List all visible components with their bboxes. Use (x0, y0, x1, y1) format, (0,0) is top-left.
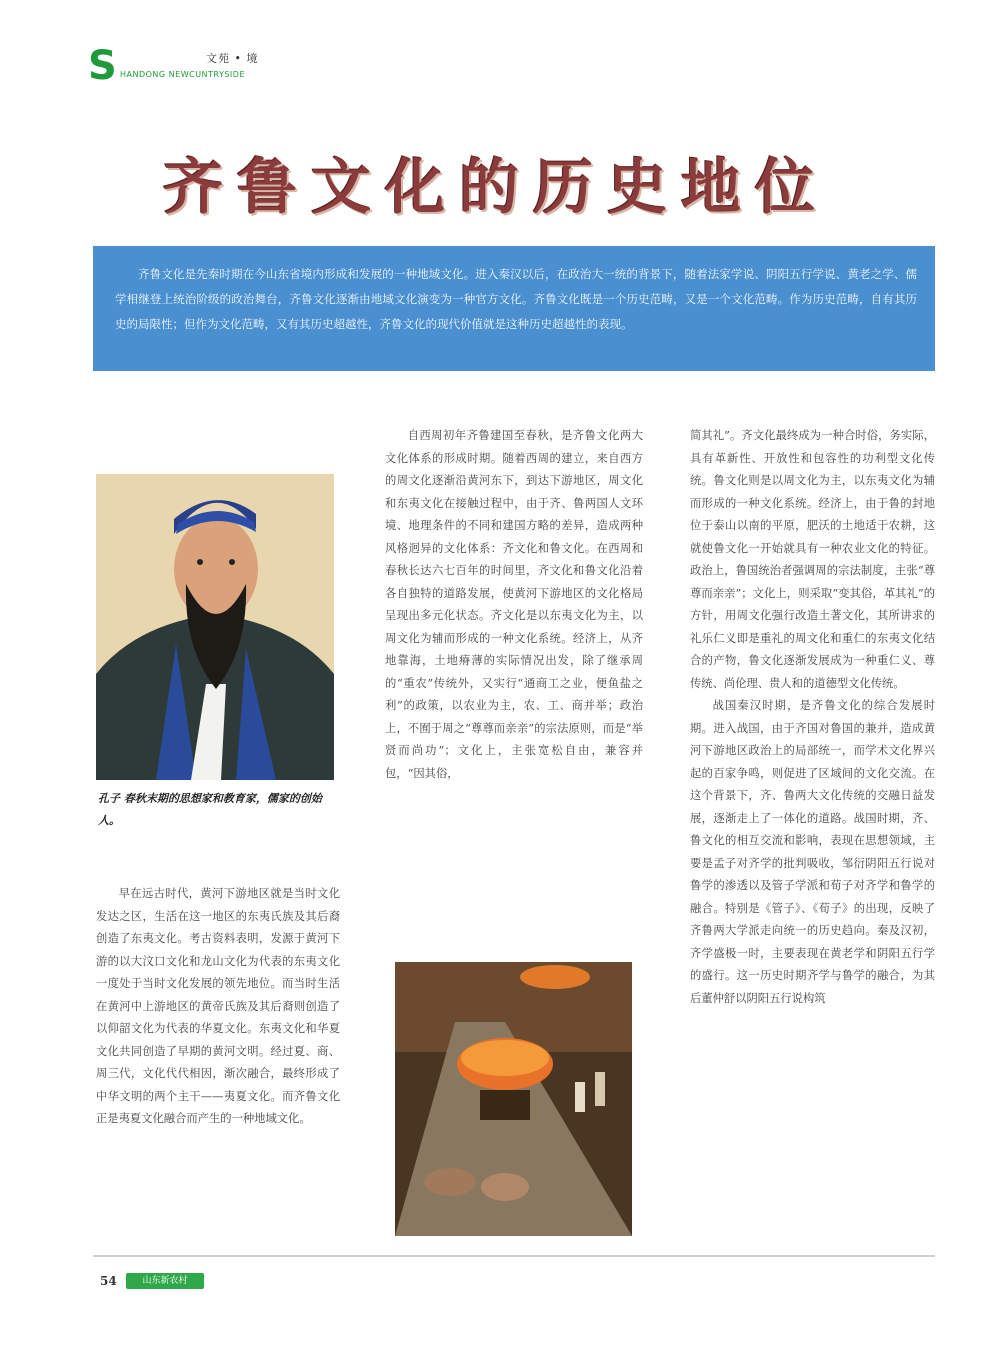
confucius-portrait (96, 474, 334, 780)
footer-divider (93, 1255, 935, 1257)
column-1 (96, 883, 340, 1253)
portrait-caption: 孔子 春秋末期的思想家和教育家，儒家的创始人。 (98, 792, 322, 827)
column-3-paragraph-1: 简其礼”。齐文化最终成为一种合时俗，务实际，具有革新性、开放性和包容性的功利型文化传统。鲁文化则是以周文化为主，以东夷文化为辅而形成的一种文化系统。经济上，由于鲁的封地位于泰山以南的平原，肥沃的土地适于农耕，这就使鲁文化一开始就具有一种农业文化的特征。政治上，鲁国统治者强调周的宗法制度，主张“尊尊而亲亲”；文化上，则采取“变其俗，革其礼”的方针，用周文化强行改造土著文化，其所讲求的礼乐仁义即是重礼的周文化和重仁的东夷文化结合的产物，鲁文化逐渐发展成为一种重仁义、尊传统、尚伦理、贵人和的道德型文化传统。 (690, 429, 935, 690)
magazine-badge: 山东新农村 (126, 1273, 204, 1289)
column-3-paragraph-2: 战国秦汉时期，是齐鲁文化的综合发展时期。进入战国，由于齐国对鲁国的兼并，造成黄河下游地区政治上的局部统一，而学术文化界兴起的百家争鸣，则促进了区域间的文化交流。在这个背景下，齐、鲁两大文化传统的交融日益发展，逐渐走上了一体化的道路。战国时期，齐、鲁文化的相互交流和影响，表现在思想领域，主要是孟子对齐学的批判吸收，邹衍阴阳五行说对鲁学的渗透以及管子学派和荀子对齐学和鲁学的融合。特别是《管子》、《荀子》的出现，反映了齐鲁两大学派走向统一的历史趋向。秦及汉初，齐学盛极一时，主要表现在黄老学和阴阳五行学的盛行。这一历史时期齐学与鲁学的融合，为其后董仲舒以阴阳五行说构筑 (690, 699, 935, 1005)
lead-paragraph: 齐鲁文化是先秦时期在今山东省境内形成和发展的一种地域文化。进入秦汉以后，在政治大一统的背景下，随着法家学说、阴阳五行学说、黄老之学、儒学相继登上统治阶级的政治舞台，齐鲁文化逐渐由地域文化演变为一种官方文化。齐鲁文化既是一个历史范畴，又是一个文化范畴。作为历史范畴，自有其历史的局限性；但作为文化范畴，又有其历史超越性，齐鲁文化的现代价值就是这种历史超越性的表现。 (93, 246, 935, 371)
section-label: 文苑 • 境 (206, 52, 259, 65)
magazine-logo (88, 43, 288, 89)
column-1-paragraph: 早在远古时代，黄河下游地区就是当时文化发达之区，生活在这一地区的东夷氏族及其后裔创造了东夷文化。考古资料表明，发源于黄河下游的以大汶口文化和龙山文化为代表的东夷文化一度处于当时文化发展的领先地位。而当时生活在黄河中上游地区的黄帝氏族及其后裔则创造了以仰韶文化为代表的华夏文化。东夷文化和华夏文化共同创造了早期的黄河文明。经过夏、商、周三代，文化代代相因，渐次融合，最终形成了中华文明的两个主干——夷夏文化。而齐鲁文化正是夷夏文化融合而产生的一种地域文化。 (96, 887, 340, 1125)
article-title: 齐鲁文化的历史地位 (163, 153, 829, 223)
column-2-paragraph: 自西周初年齐鲁建国至春秋，是齐鲁文化两大文化体系的形成时期。随着西周的建立，来自西方的周文化逐渐沿黄河东下，到达下游地区，周文化和东夷文化在接触过程中，由于齐、鲁两国人文环境、地理条件的不同和建国方略的差异，造成两种风格迥异的文化体系：齐文化和鲁文化。在西周和春秋长达六七百年的时间里，齐文化和鲁文化沿着各自独特的道路发展，使黄河下游地区的文化格局呈现出多元化状态。齐文化是以东夷文化为主，以周文化为辅而形成的一种文化系统。经济上，从齐地靠海，土地瘠薄的实际情况出发，除了继承周的“重农”传统外，又实行“通商工之业，便鱼盐之利”的政策，以农业为主，农、工、商并举；政治上，不囿于周之“尊尊而亲亲”的宗法原则，而是“举贤而尚功”；文化上，主张宽松自由，兼容并包，“因其俗， (385, 429, 643, 780)
page-number: 54 (100, 1274, 117, 1288)
column-3 (690, 425, 935, 1253)
column-2 (385, 425, 643, 910)
magazine-name: HANDONG NEWCUNTRYSIDE (120, 70, 246, 79)
chariot-procession-photo (395, 962, 632, 1236)
logo-letter: S (88, 43, 117, 89)
